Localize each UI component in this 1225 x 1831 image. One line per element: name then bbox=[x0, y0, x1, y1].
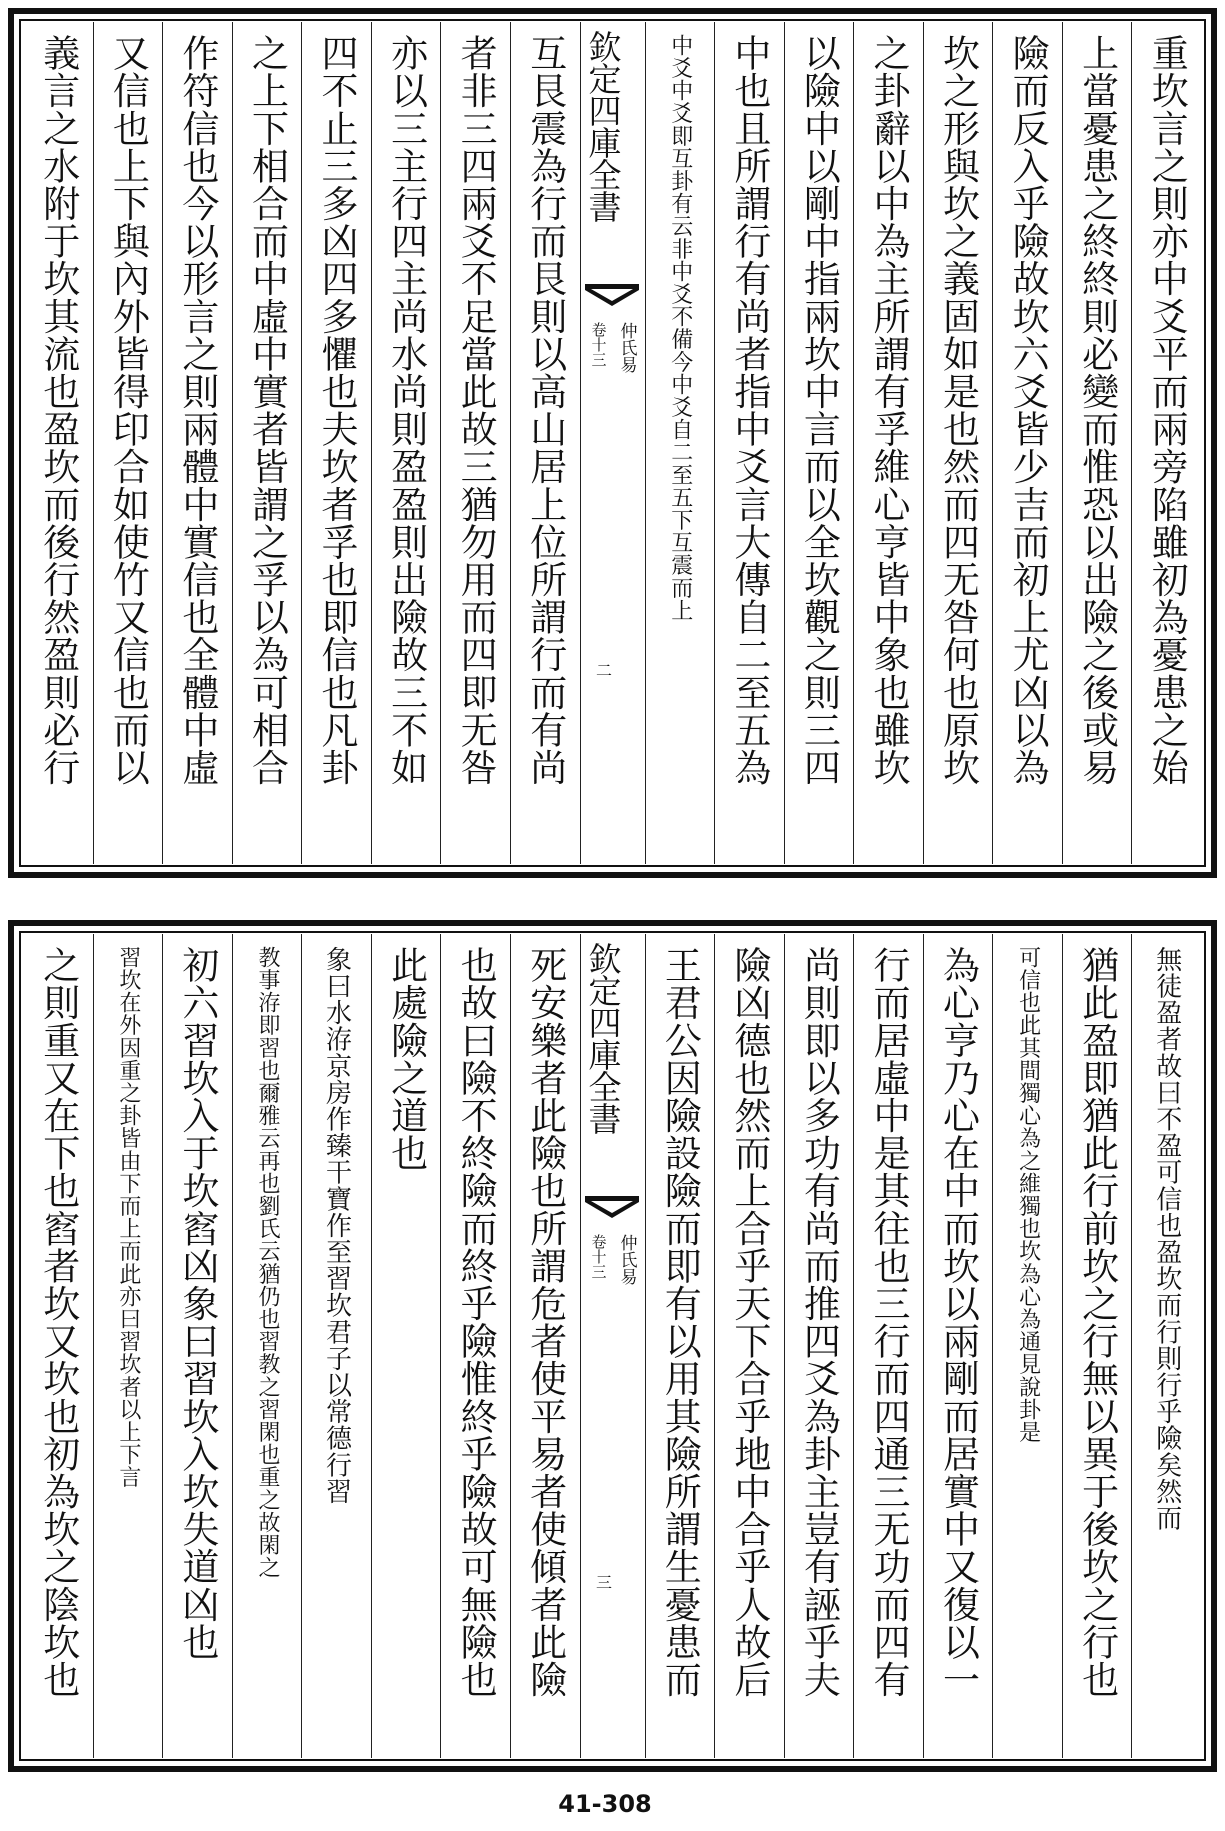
text-column: 死安樂者此險也所謂危者使平易者使傾者此險 bbox=[510, 934, 580, 1758]
text-column: 象曰水洊京房作臻干寶作至習坎君子以常德行習 bbox=[301, 934, 371, 1758]
page-number: 41-308 bbox=[558, 1790, 652, 1818]
text-column: 初六習坎入于坎窞凶象曰習坎入坎失道凶也 bbox=[162, 934, 232, 1758]
page-bottom bbox=[8, 920, 1217, 1772]
text-column: 作符信也今以形言之則兩體中實信也全體中虛 bbox=[162, 22, 232, 864]
text-column: 教事洊即習也爾雅云再也劉氏云猶仍也習教之習閑也重之故閑之 bbox=[232, 934, 302, 1758]
text-column: 猶此盈即猶此行前坎之行無以異于後坎之行也 bbox=[1062, 934, 1132, 1758]
leaf-number: 三 bbox=[593, 1574, 613, 1590]
volume-number: 卷十三 bbox=[589, 1234, 608, 1279]
text-column: 行而居虛中是其往也三行而四通三无功而四有 bbox=[853, 934, 923, 1758]
text-column: 無徒盈者故曰不盈可信也盈坎而行則行乎險矣然而 bbox=[1131, 934, 1201, 1758]
text-column: 也故曰險不終險而終乎險惟終乎險故可無險也 bbox=[440, 934, 510, 1758]
text-column: 中也且所謂行有尚者指中爻言大傳自二至五為 bbox=[714, 22, 784, 864]
text-column: 險凶德也然而上合乎天下合乎地中合乎人故后 bbox=[714, 934, 784, 1758]
text-column: 習坎在外因重之卦皆由下而上而此亦曰習坎者以上下言 bbox=[93, 934, 163, 1758]
text-column: 此處險之道也 bbox=[371, 934, 441, 1758]
text-column: 又信也上下與內外皆得印合如使竹又信也而以 bbox=[93, 22, 163, 864]
text-column: 尚則即以多功有尚而推四爻為卦主豈有誣乎夫 bbox=[784, 934, 854, 1758]
text-column: 義言之水附于坎其流也盈坎而後行然盈則必行 bbox=[36, 34, 80, 786]
text-column: 亦以三主行四主尚水尚則盈盈則出險故三不如 bbox=[371, 22, 441, 864]
text-column: 為心亨乃心在中而坎以兩剛而居實中又復以一 bbox=[923, 934, 993, 1758]
text-column: 之則重又在下也窞者坎又坎也初為坎之陰坎也 bbox=[36, 946, 80, 1698]
text-column: 坎之形與坎之義固如是也然而四无咎何也原坎 bbox=[923, 22, 993, 864]
book-title: 仲氏易 bbox=[616, 1234, 637, 1285]
text-columns bbox=[24, 934, 1201, 1758]
text-column: 以險中以剛中指兩坎中言而以全坎觀之則三四 bbox=[784, 22, 854, 864]
center-fold bbox=[580, 22, 645, 864]
text-column: 之上下相合而中虛中實者皆謂之孚以為可相合 bbox=[232, 22, 302, 864]
text-column: 互艮震為行而艮則以高山居上位所謂行而有尚 bbox=[510, 22, 580, 864]
fishtail-mark-icon bbox=[585, 284, 639, 308]
library-title: 欽定四庫全書 bbox=[583, 30, 623, 222]
center-fold bbox=[580, 934, 645, 1758]
library-title: 欽定四庫全書 bbox=[583, 942, 623, 1134]
text-column: 險而反入乎險故坎六爻皆少吉而初上尤凶以為 bbox=[992, 22, 1062, 864]
text-column: 之卦辭以中為主所謂有孚維心亨皆中象也雖坎 bbox=[853, 22, 923, 864]
volume-number: 卷十三 bbox=[589, 322, 608, 367]
leaf-number: 二 bbox=[593, 662, 613, 678]
page-top bbox=[8, 8, 1217, 878]
text-column: 王君公因險設險而即有以用其險所謂生憂患而 bbox=[645, 934, 715, 1758]
fishtail-mark-icon bbox=[585, 1196, 639, 1220]
text-column: 重坎言之則亦中爻平而兩旁陷雖初為憂患之始 bbox=[1131, 22, 1201, 864]
text-column: 中爻中爻即互卦有云非中爻不備今中爻自二至五下互震而上 bbox=[645, 22, 715, 864]
text-columns bbox=[24, 22, 1201, 864]
text-column: 四不止三多凶四多懼也夫坎者孚也即信也凡卦 bbox=[301, 22, 371, 864]
text-column: 可信也此其間獨心為之維獨也坎為心為通見說卦是 bbox=[992, 934, 1062, 1758]
text-column: 上當憂患之終終則必變而惟恐以出險之後或易 bbox=[1062, 22, 1132, 864]
text-column: 者非三四兩爻不足當此故三猶勿用而四即无咎 bbox=[440, 22, 510, 864]
book-title: 仲氏易 bbox=[616, 322, 637, 373]
